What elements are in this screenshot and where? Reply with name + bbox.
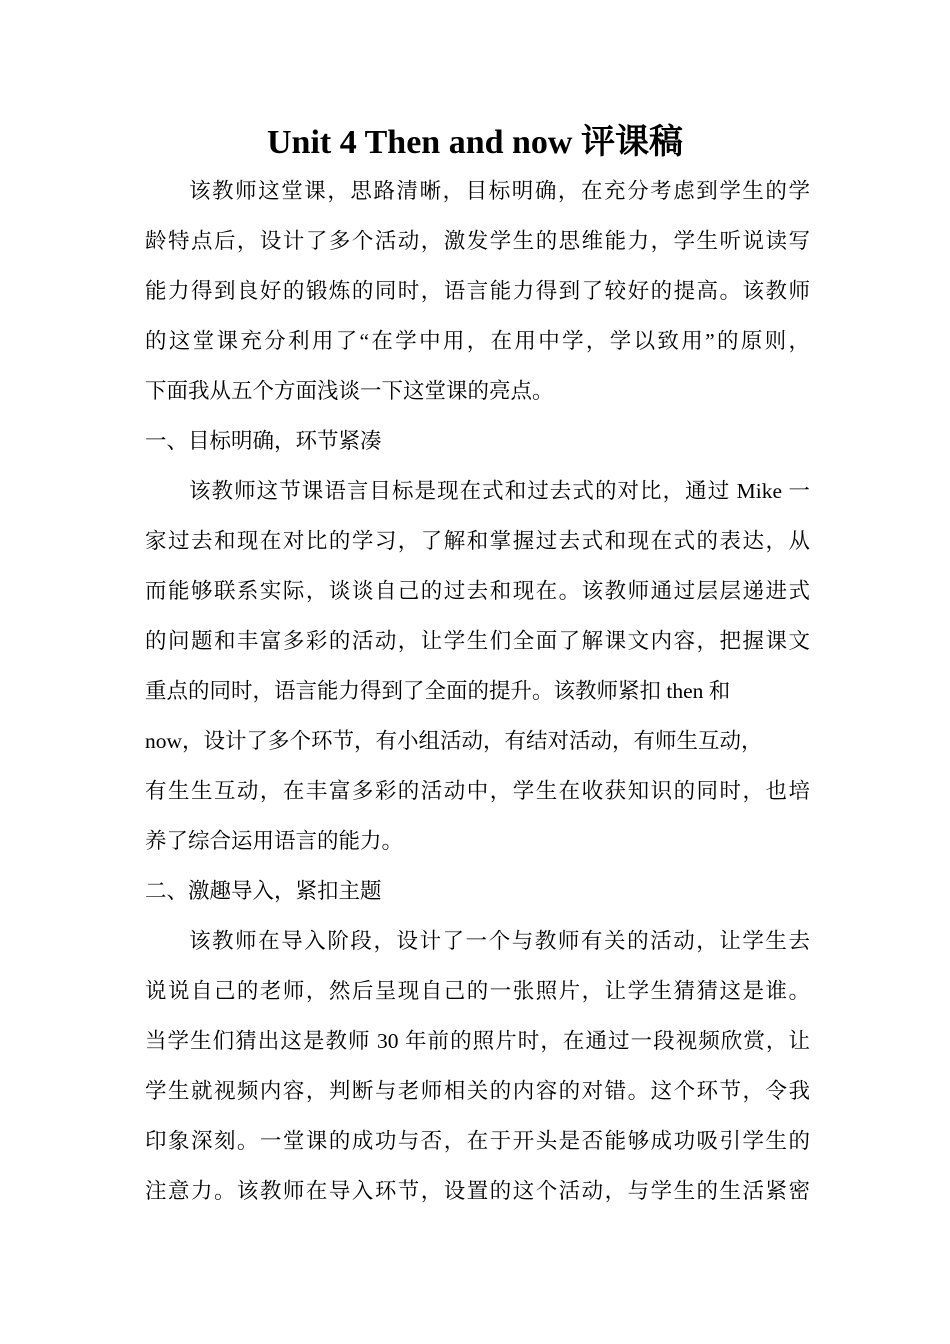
text-line: 印象深刻。一堂课的成功与否，在于开头是否能够成功吸引学生的: [145, 1129, 810, 1153]
document-title: Unit 4 Then and now 评课稿: [267, 124, 683, 161]
text-line: 而能够联系实际，谈谈自己的过去和现在。该教师通过层层递进式: [145, 579, 810, 603]
text-line: 该教师这堂课，思路清晰，目标明确，在充分考虑到学生的学: [189, 179, 810, 203]
text-line: 下面我从五个方面浅谈一下这堂课的亮点。: [145, 379, 554, 403]
text-line: 龄特点后，设计了多个活动，激发学生的思维能力，学生听说读写: [145, 229, 810, 253]
text-line: 学生就视频内容，判断与老师相关的内容的对错。这个环节，令我: [145, 1079, 810, 1103]
text-line: 该教师在导入阶段，设计了一个与教师有关的活动，让学生去: [189, 929, 810, 953]
text-line: now，设计了多个环节，有小组活动，有结对活动，有师生互动，: [145, 729, 763, 753]
text-line: 的问题和丰富多彩的活动，让学生们全面了解课文内容，把握课文: [145, 629, 810, 653]
section-heading-2: 二、激趣导入，紧扣主题: [145, 879, 382, 903]
text-line: 养了综合运用语言的能力。: [145, 829, 404, 853]
section-heading-1: 一、目标明确，环节紧凑: [145, 429, 382, 453]
text-line: 的这堂课充分利用了“在学中用，在用中学，学以致用”的原则，: [145, 329, 810, 353]
text-line: 重点的同时，语言能力得到了全面的提升。该教师紧扣 then 和: [145, 679, 731, 703]
text-line: 注意力。该教师在导入环节，设置的这个活动，与学生的生活紧密: [145, 1179, 810, 1203]
text-line: 能力得到良好的锻炼的同时，语言能力得到了较好的提高。该教师: [145, 279, 810, 303]
document-body: [145, 166, 810, 1216]
text-line: 家过去和现在对比的学习，了解和掌握过去式和现在式的表达，从: [145, 529, 810, 553]
text-line: 说说自己的老师，然后呈现自己的一张照片，让学生猜猜这是谁。: [145, 979, 810, 1003]
text-line: 该教师这节课语言目标是现在式和过去式的对比，通过 Mike 一: [189, 479, 810, 503]
text-line: 有生生互动，在丰富多彩的活动中，学生在收获知识的同时，也培: [145, 779, 810, 803]
text-line: 当学生们猜出这是教师 30 年前的照片时，在通过一段视频欣赏，让: [145, 1029, 810, 1053]
